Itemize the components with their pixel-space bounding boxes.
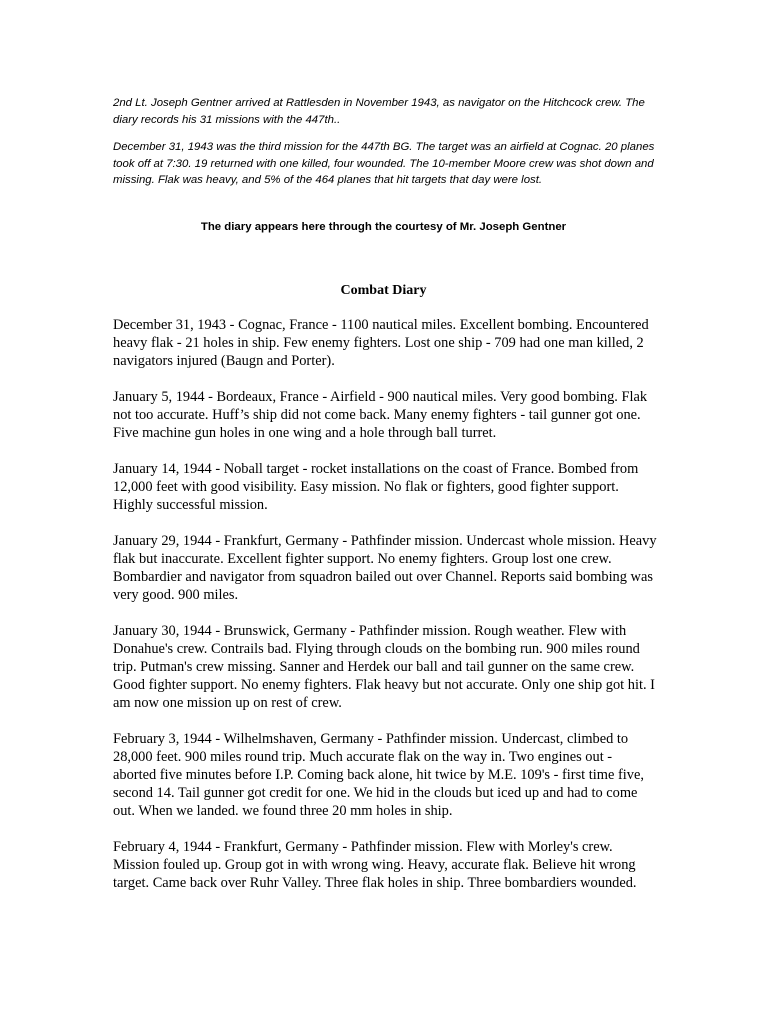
diary-entry: January 29, 1944 - Frankfurt, Germany - Pathfinder mission. Undercast whole mission. Heavy flak but inaccurate. Excellent fighter support. No enemy fighters. Group lost one crew. Bombardier and navigator from squadron bailed out over Channel. Reports said bombing was very good. 900 miles. [113,533,657,603]
intro-paragraph-1: 2nd Lt. Joseph Gentner arrived at Rattlesden in November 1943, as navigator on the Hitchcock crew. The diary records his 31 missions with the 447th.. [113,97,645,126]
diary-title: Combat Diary [340,283,427,298]
diary-entry: January 14, 1944 - Noball target - rocket installations on the coast of France. Bombed from 12,000 feet with good visibility. Easy mission. No flak or fighters, good fighter support. Highly successful mission. [113,461,639,513]
courtesy-note: The diary appears here through the courtesy of Mr. Joseph Gentner [200,221,567,233]
diary-entry: January 30, 1944 - Brunswick, Germany - Pathfinder mission. Rough weather. Flew with Donahue's crew. Contrails bad. Flying through clouds on the bombing run. 900 miles round trip. Putman's crew missing. Sanner and Herdek our ball and tail gunner on the same crew. Good fighter support. No enemy fighters. Flak heavy but not accurate. Only one ship got hit. I am now one mission up on rest of crew. [113,623,655,711]
intro-paragraph-2: December 31, 1943 was the third mission for the 447th BG. The target was an airfield at Cognac. 20 planes took off at 7:30. 19 returned with one killed, four wounded. The 10-member Moore crew was shot down and missing. Flak was heavy, and 5% of the 464 planes that hit targets that day were lost. [113,141,655,186]
diary-entry: December 31, 1943 - Cognac, France - 1100 nautical miles. Excellent bombing. Encountered heavy flak - 21 holes in ship. Few enemy fighters. Lost one ship - 709 had one man killed, 2 navigators injured (Baugn and Porter). [113,317,649,369]
diary-entry: February 3, 1944 - Wilhelmshaven, Germany - Pathfinder mission. Undercast, climbed to 28,000 feet. 900 miles round trip. Much accurate flak on the way in. Two engines out - aborted five minutes before I.P. Coming back alone, hit twice by M.E. 109's - first time five, second 14. Tail gunner got credit for one. We hid in the clouds but iced up and had to come out. When we landed. we found three 20 mm holes in ship. [113,731,644,819]
diary-entries [113,316,658,910]
diary-entry: January 5, 1944 - Bordeaux, France - Airfield - 900 nautical miles. Very good bombing. Flak not too accurate. Huff’s ship did not come back. Many enemy fighters - tail gunner got one. Five machine gun holes in one wing and a hole through ball turret. [113,389,648,441]
diary-entry: February 4, 1944 - Frankfurt, Germany - Pathfinder mission. Flew with Morley's crew. Mission fouled up. Group got in with wrong wing. Heavy, accurate flak. Believe hit wrong target. Came back over Ruhr Valley. Three flak holes in ship. Three bombardiers wounded. [113,839,637,891]
